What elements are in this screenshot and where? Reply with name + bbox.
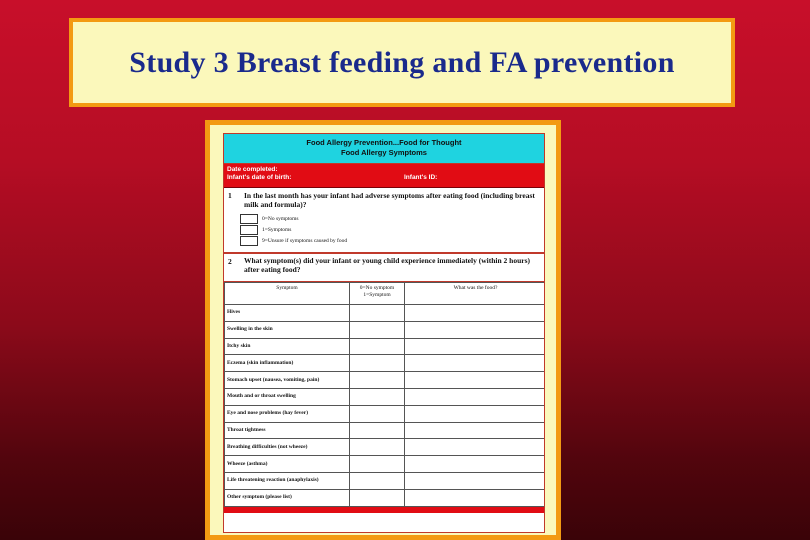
answer-box <box>240 236 258 246</box>
form-info-band <box>224 164 544 188</box>
table-row <box>225 456 546 473</box>
option-label: 9=Unsure if symptoms caused by food <box>262 238 348 244</box>
table-row <box>225 372 546 389</box>
food-cell <box>405 305 546 322</box>
code-cell <box>350 321 405 338</box>
table-row <box>225 321 546 338</box>
symptom-table <box>224 282 545 507</box>
slide-title: Study 3 Breast feeding and FA prevention <box>129 45 675 79</box>
column-header-code: 0=No symptom 1=Symptom <box>350 283 405 305</box>
table-row <box>225 305 546 322</box>
code-cell <box>350 456 405 473</box>
code-cell <box>350 489 405 506</box>
answer-box <box>240 214 258 224</box>
question-2-number: 2 <box>228 257 232 266</box>
code-cell <box>350 372 405 389</box>
answer-box <box>240 225 258 235</box>
symptom-name: Swelling in the skin <box>225 321 350 338</box>
form-header <box>224 134 544 164</box>
symptom-table-header <box>225 283 546 305</box>
food-cell <box>405 439 546 456</box>
form-header-title: Food Allergy Prevention...Food for Thought <box>306 138 462 147</box>
code-cell <box>350 388 405 405</box>
question-1-text: In the last month has your infant had adverse symptoms after eating food (including breast milk and formula)? <box>244 191 535 209</box>
question-2 <box>224 254 544 282</box>
table-row <box>225 405 546 422</box>
code-cell <box>350 355 405 372</box>
table-row <box>225 355 546 372</box>
column-header-symptom: Symptom <box>225 283 350 305</box>
food-cell <box>405 321 546 338</box>
option-label: 1=Symptoms <box>262 227 292 233</box>
question-1-option <box>240 214 440 224</box>
symptom-name: Eczema (skin inflammation) <box>225 355 350 372</box>
question-1-number: 1 <box>228 191 232 200</box>
symptom-name: Other symptom (please list) <box>225 489 350 506</box>
symptom-name: Stomach upset (nausea, vomiting, pain) <box>225 372 350 389</box>
table-row <box>225 489 546 506</box>
symptom-name: Life threatening reaction (anaphylaxis) <box>225 472 350 489</box>
food-cell <box>405 472 546 489</box>
table-row <box>225 422 546 439</box>
food-cell <box>405 489 546 506</box>
date-completed-label: Date completed: <box>227 166 278 173</box>
symptom-name: Mouth and or throat swelling <box>225 388 350 405</box>
column-header-food: What was the food? <box>405 283 546 305</box>
food-cell <box>405 388 546 405</box>
food-cell <box>405 372 546 389</box>
title-box <box>69 18 735 107</box>
table-row <box>225 439 546 456</box>
food-cell <box>405 338 546 355</box>
question-1 <box>224 188 544 254</box>
food-cell <box>405 456 546 473</box>
code-cell <box>350 472 405 489</box>
food-cell <box>405 405 546 422</box>
symptom-name: Hives <box>225 305 350 322</box>
code-cell <box>350 338 405 355</box>
table-row <box>225 472 546 489</box>
option-label: 0=No symptoms <box>262 216 299 222</box>
symptom-name: Throat tightness <box>225 422 350 439</box>
form-footer-band <box>224 507 544 513</box>
form-image-frame <box>205 120 561 540</box>
table-row <box>225 388 546 405</box>
dob-label: Infant's date of birth: <box>227 174 292 181</box>
table-row <box>225 338 546 355</box>
question-2-text: What symptom(s) did your infant or young child experience immediately (within 2 hours) after eating food? <box>244 256 530 274</box>
food-cell <box>405 355 546 372</box>
code-cell <box>350 305 405 322</box>
question-1-option <box>240 225 440 235</box>
symptom-form <box>223 133 545 533</box>
symptom-name: Wheeze (asthma) <box>225 456 350 473</box>
code-cell <box>350 439 405 456</box>
code-cell <box>350 405 405 422</box>
infant-id-label: Infant's ID: <box>404 174 438 181</box>
symptom-name: Eye and nose problems (hay fever) <box>225 405 350 422</box>
form-header-subtitle: Food Allergy Symptoms <box>341 147 427 157</box>
symptom-name: Itchy skin <box>225 338 350 355</box>
symptom-name: Breathing difficulties (not wheeze) <box>225 439 350 456</box>
code-cell <box>350 422 405 439</box>
question-1-option <box>240 236 440 246</box>
food-cell <box>405 422 546 439</box>
